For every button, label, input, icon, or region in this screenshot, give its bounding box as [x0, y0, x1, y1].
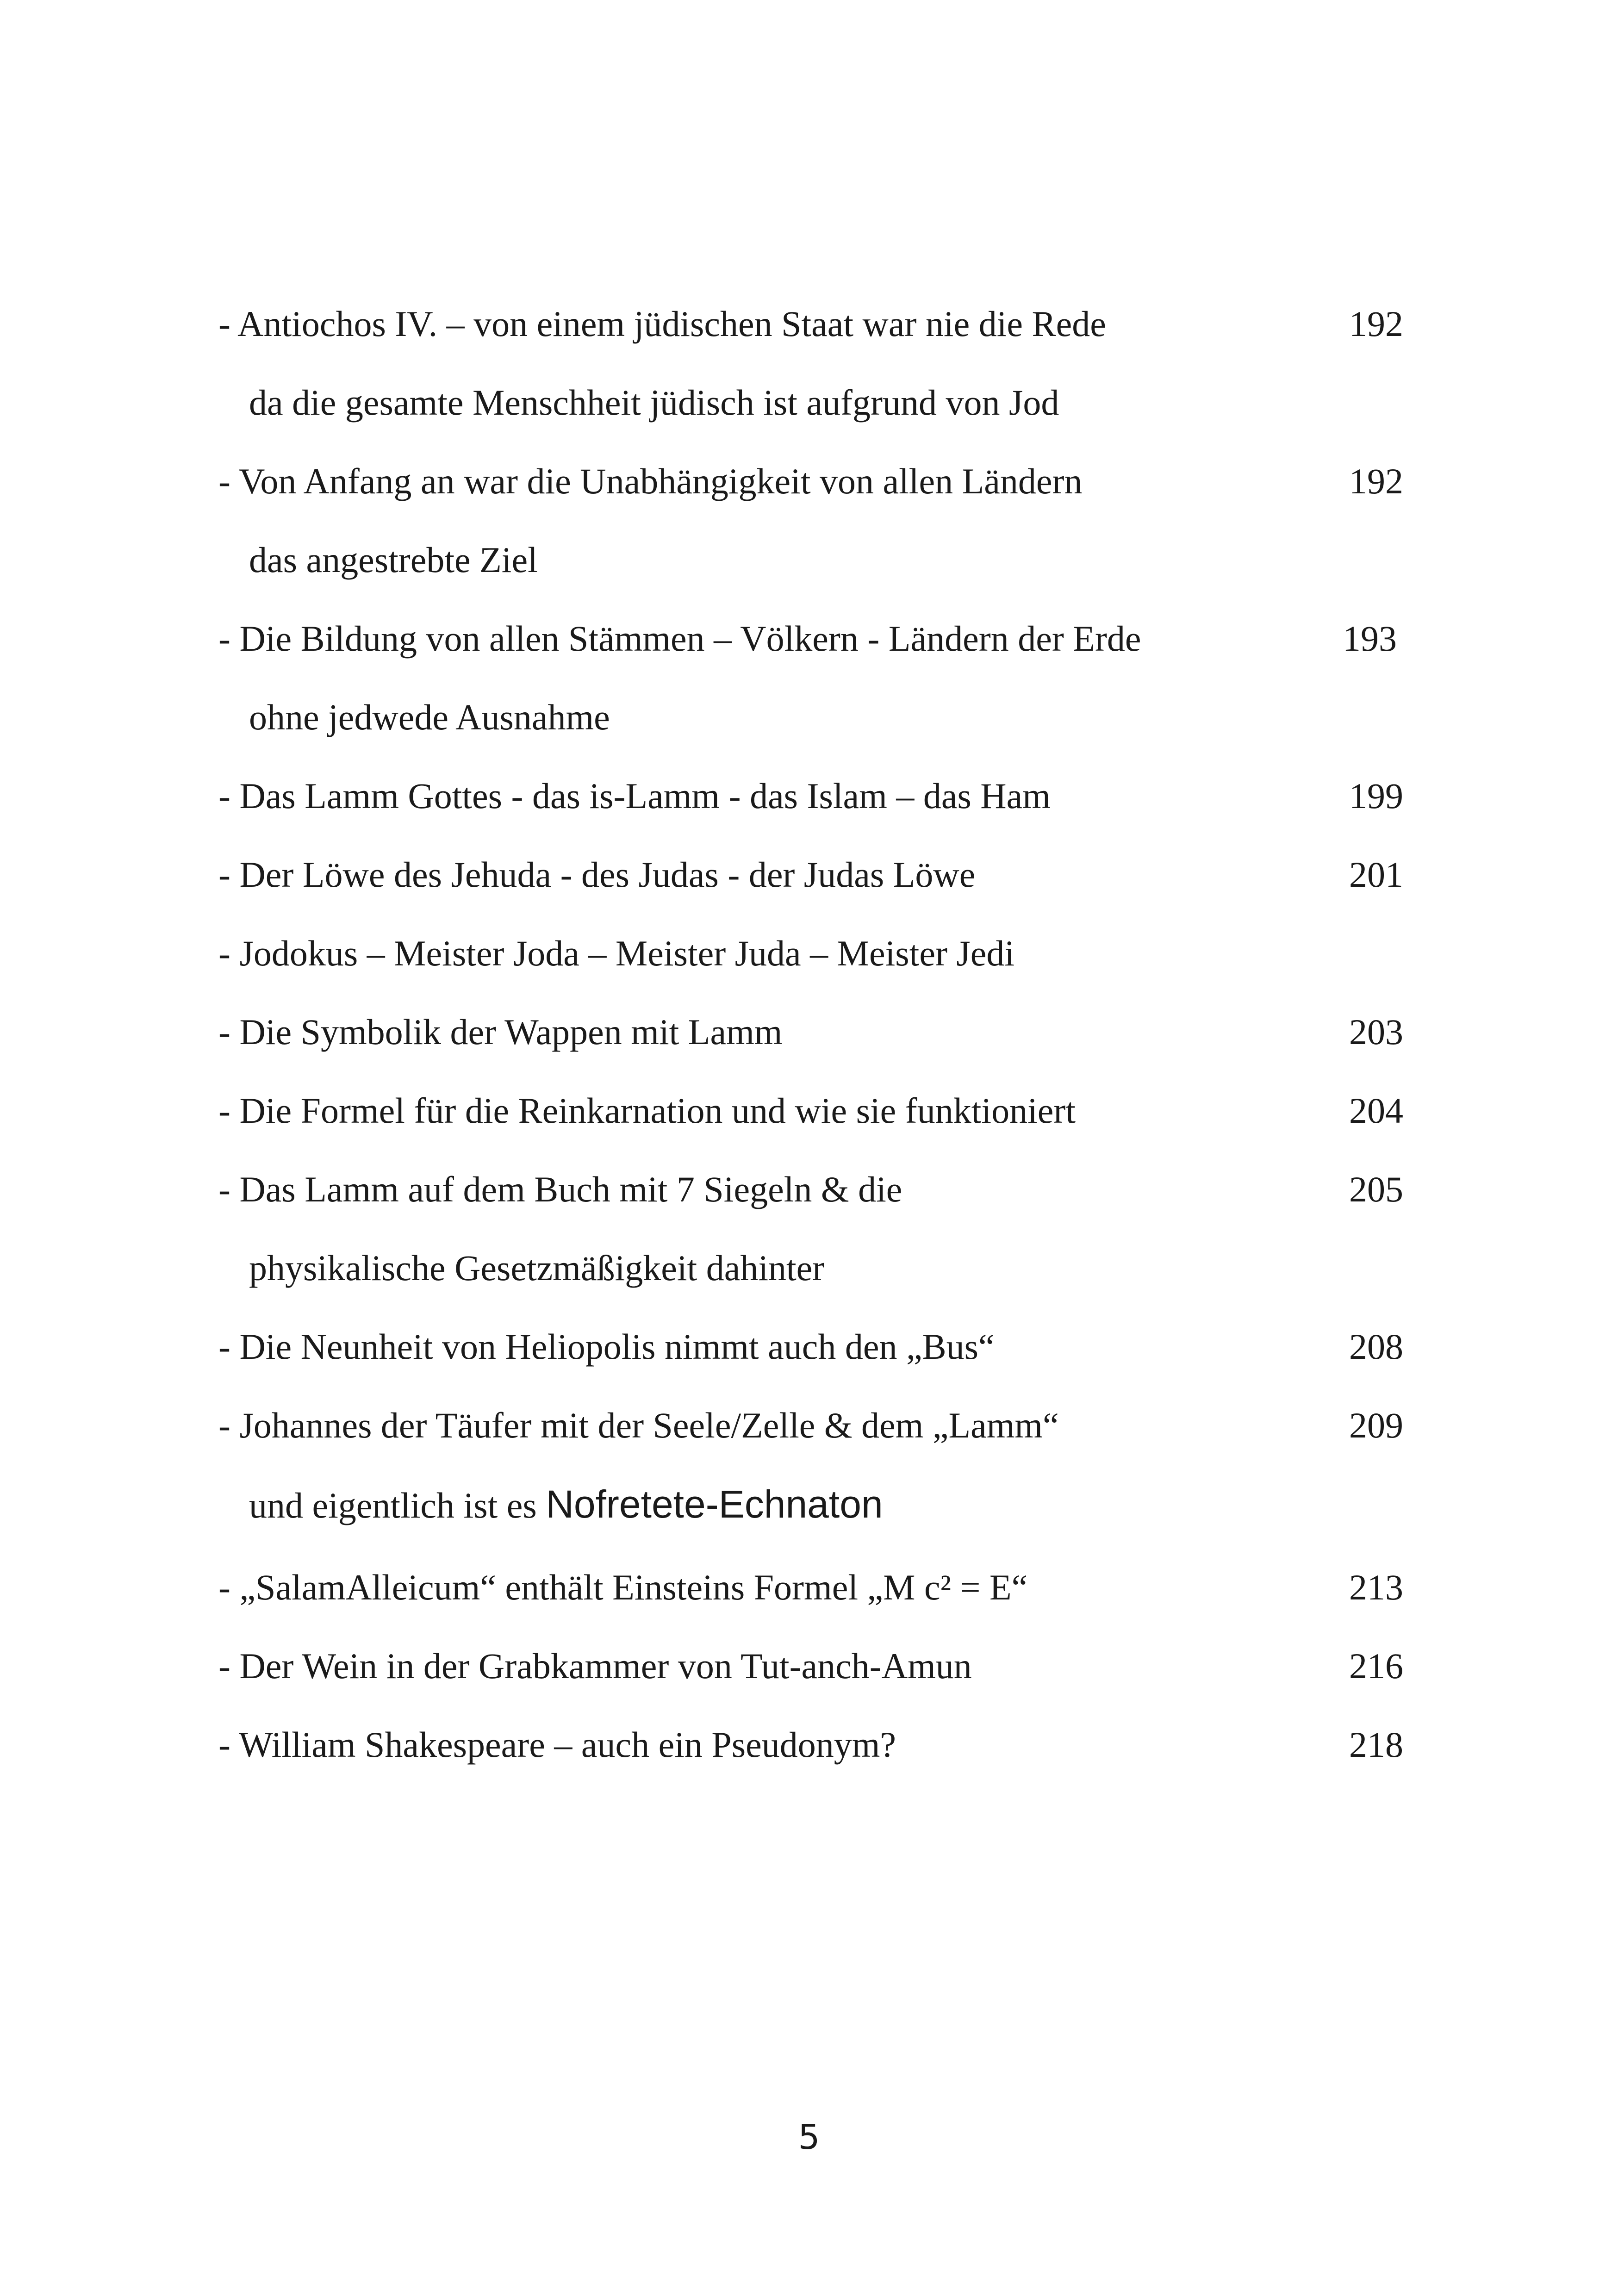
toc-entry-title: - William Shakespeare – auch ein Pseudonym? — [218, 1724, 896, 1765]
toc-entry-page: 209 — [1349, 1405, 1403, 1445]
toc-entry-page: 213 — [1349, 1567, 1403, 1607]
toc-entry-continuation — [218, 694, 1403, 773]
toc-entry-page: 208 — [1349, 1326, 1403, 1367]
toc-entry-page: 204 — [1349, 1090, 1403, 1131]
toc-entry-page: 218 — [1349, 1724, 1403, 1765]
toc-entry-continuation — [218, 537, 1403, 616]
toc-entry — [218, 1088, 1403, 1166]
toc-entry — [218, 1564, 1403, 1643]
toc-entry-page: 216 — [1349, 1646, 1403, 1686]
toc-entry-continuation — [218, 380, 1403, 458]
toc-entry-title: - „SalamAlleicum“ enthält Einsteins Formel „M c² = E“ — [218, 1567, 1028, 1607]
toc-entry-page: 193 — [1343, 618, 1397, 659]
toc-entry — [218, 1402, 1403, 1481]
toc-entry — [218, 1009, 1403, 1088]
toc-entry-page: 203 — [1349, 1012, 1403, 1052]
toc-entry-title: - Das Lamm auf dem Buch mit 7 Siegeln & die — [218, 1169, 902, 1209]
toc-entry-continuation — [218, 1481, 1403, 1560]
toc-entry-page: 199 — [1349, 776, 1403, 816]
toc-entry-title-group — [249, 1481, 883, 1529]
toc-entry-title: - Von Anfang an war die Unabhängigkeit von allen Ländern — [218, 461, 1083, 501]
toc-entry-title: da die gesamte Menschheit jüdisch ist aufgrund von Jod — [249, 382, 1059, 423]
toc-entry-title: - Der Löwe des Jehuda - des Judas - der Judas Löwe — [218, 854, 976, 895]
toc-entry-title: - Das Lamm Gottes - das is-Lamm - das Islam – das Ham — [218, 776, 1051, 816]
toc-entry — [218, 852, 1403, 930]
toc-entry-title: - Antiochos IV. – von einem jüdischen Staat war nie die Rede — [218, 304, 1106, 344]
toc-entry-title: - Johannes der Täufer mit der Seele/Zelle & dem „Lamm“ — [218, 1405, 1059, 1445]
toc-entry-title: das angestrebte Ziel — [249, 540, 538, 580]
toc-entry-title: - Die Formel für die Reinkarnation und wie sie funktioniert — [218, 1090, 1076, 1131]
page-number: 5 — [798, 2117, 820, 2157]
toc-entry-title: - Die Bildung von allen Stämmen – Völkern - Ländern der Erde — [218, 618, 1141, 659]
toc-entry-title: - Jodokus – Meister Joda – Meister Juda – Meister Jedi — [218, 933, 1015, 973]
toc-entry — [218, 1643, 1403, 1722]
toc-entry-title: physikalische Gesetzmäßigkeit dahinter — [249, 1248, 825, 1288]
toc-entry — [218, 773, 1403, 852]
toc-entry — [218, 1166, 1403, 1245]
toc-entry — [218, 458, 1403, 537]
toc-entry-page: 192 — [1349, 461, 1403, 501]
toc-entry-title: - Die Neunheit von Heliopolis nimmt auch den „Bus“ — [218, 1326, 995, 1367]
toc-entry-page: 192 — [1349, 304, 1403, 344]
toc-entry — [218, 930, 1403, 1009]
toc-entry — [218, 301, 1403, 380]
toc-entry-page: 205 — [1349, 1169, 1403, 1209]
toc-entry — [218, 616, 1403, 694]
toc-entry-title: - Die Symbolik der Wappen mit Lamm — [218, 1012, 783, 1052]
toc-entry — [218, 1324, 1403, 1402]
toc-entry-page: 201 — [1349, 854, 1403, 895]
toc-entry — [218, 1722, 1403, 1800]
toc-entry-emphasis: Nofretete-Echnaton — [546, 1482, 883, 1526]
toc-entry-title: ohne jedwede Ausnahme — [249, 697, 610, 737]
toc-entry-title: - Der Wein in der Grabkammer von Tut-anch-Amun — [218, 1646, 972, 1686]
toc-entry-continuation — [218, 1245, 1403, 1324]
toc-entry-title: und eigentlich ist es — [249, 1485, 537, 1525]
